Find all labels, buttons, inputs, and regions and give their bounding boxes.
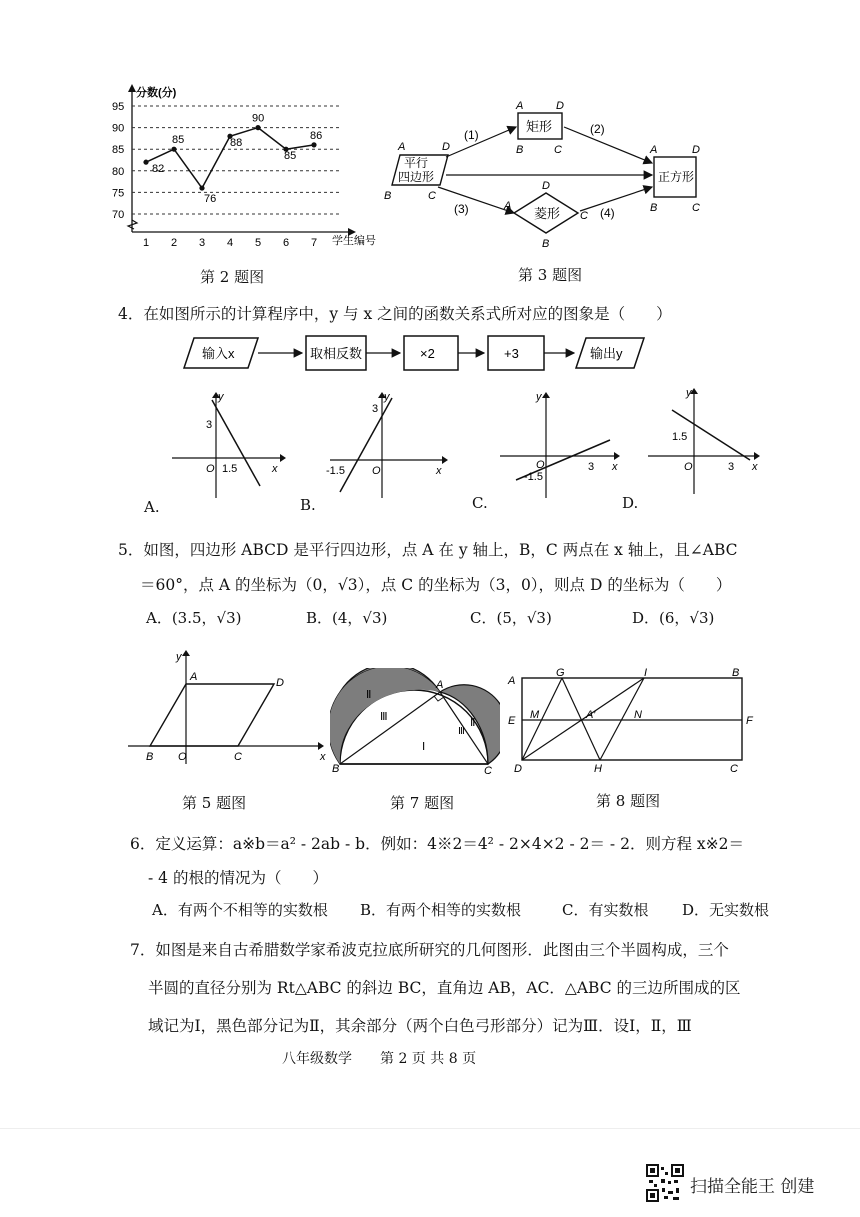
svg-text:D: D: [276, 677, 284, 689]
scan-edge: [0, 1128, 860, 1129]
parallelogram-label-1: 平行: [404, 156, 429, 170]
rect-B: B: [516, 144, 524, 156]
q4-option-c: C.: [472, 494, 488, 512]
q7-line2: 半圆的直径分别为 Rt△ABC 的斜边 BC，直角边 AB，AC．△ABC 的三边所围成的区: [148, 979, 741, 997]
svg-text:x: x: [436, 465, 442, 477]
svg-text:1.5: 1.5: [222, 463, 238, 475]
sq-B: B: [650, 202, 658, 214]
fig8-caption: 第 8 题图: [596, 792, 661, 810]
fig5-parallelogram: [124, 648, 329, 766]
q4-flowchart: [182, 332, 652, 376]
flow-times2-label: ×2: [420, 346, 435, 361]
svg-text:3: 3: [372, 403, 379, 415]
svg-text:E: E: [508, 715, 516, 727]
rect-C: C: [554, 144, 562, 156]
svg-text:y: y: [686, 387, 692, 399]
svg-text:y: y: [384, 391, 390, 403]
svg-text:Ⅱ: Ⅱ: [470, 717, 476, 729]
fig7-caption: 第 7 题图: [390, 794, 455, 812]
q6-option-c: C．有实数根: [562, 901, 649, 919]
svg-text:x: x: [752, 461, 758, 473]
rho-D: D: [542, 180, 550, 192]
x-tick-label: 2: [171, 237, 178, 249]
x-tick-label: 1: [143, 237, 150, 249]
data-point: [199, 185, 204, 190]
q5-option-c: C．(5，√3): [470, 609, 552, 627]
rho-C: C: [580, 210, 588, 222]
svg-text:O: O: [684, 461, 693, 473]
svg-text:x: x: [272, 463, 278, 475]
svg-text:y: y: [536, 391, 542, 403]
x-tick-label: 6: [283, 237, 290, 249]
svg-text:Ⅲ: Ⅲ: [380, 711, 388, 723]
parallelogram-label-2: 四边形: [398, 170, 435, 184]
svg-text:A′: A′: [586, 709, 596, 721]
sq-A: A: [650, 144, 658, 156]
svg-text:C: C: [730, 763, 738, 775]
svg-text:C: C: [234, 751, 242, 763]
svg-text:G: G: [556, 667, 565, 679]
rho-B: B: [542, 238, 550, 250]
y-tick-label: 85: [112, 144, 125, 157]
fig3-caption: 第 3 题图: [518, 266, 583, 284]
x-tick-label: 5: [255, 237, 262, 249]
flow-input-label: 输入x: [202, 346, 235, 361]
svg-text:H: H: [594, 763, 602, 775]
svg-text:y: y: [218, 391, 224, 403]
q4-option-d: D.: [622, 494, 639, 512]
q6-option-b: B．有两个相等的实数根: [360, 901, 522, 919]
arrow-label-3: (3): [454, 202, 469, 216]
data-label: 76: [204, 193, 217, 206]
svg-text:Ⅱ: Ⅱ: [366, 689, 372, 701]
q7-line1: 7．如图是来自古希腊数学家希波克拉底所研究的几何图形．此图由三个半圆构成，三个: [130, 941, 729, 959]
q6-line1: 6．定义运算：a※b＝a² - 2ab - b．例如：4※2＝4² - 2×4×2 - 2＝ - 2．则方程 x※2＝: [130, 835, 744, 853]
scanner-watermark: 扫描全能王 创建: [690, 1177, 815, 1197]
svg-text:F: F: [746, 715, 753, 727]
data-label: 85: [284, 150, 297, 163]
q4-text: 4．在如图所示的计算程序中，y 与 x 之间的函数关系式所对应的图象是（ ）: [118, 305, 672, 323]
square-label: 正方形: [658, 170, 695, 184]
flow-negate-label: 取相反数: [310, 346, 363, 361]
q5-option-b: B．(4，√3): [306, 609, 388, 627]
y-tick-label: 95: [112, 101, 125, 113]
data-label: 85: [172, 134, 185, 147]
svg-text:x: x: [320, 751, 326, 763]
y-tick-label: 70: [112, 209, 125, 221]
svg-text:3: 3: [728, 461, 735, 473]
svg-text:Ⅲ: Ⅲ: [458, 726, 465, 737]
svg-text:B: B: [332, 763, 340, 775]
svg-text:C: C: [484, 765, 492, 776]
svg-text:B: B: [146, 751, 154, 763]
svg-text:O: O: [372, 465, 381, 477]
q4-option-b: B.: [300, 496, 316, 514]
x-tick-label: 7: [311, 237, 318, 249]
svg-text:3: 3: [206, 419, 213, 431]
flow-output-label: 输出y: [590, 346, 623, 361]
svg-text:-1.5: -1.5: [326, 465, 345, 477]
svg-text:1.5: 1.5: [672, 431, 688, 443]
arrow-label-4: (4): [600, 206, 615, 220]
qr-code-icon: [646, 1164, 684, 1202]
svg-text:A: A: [508, 675, 516, 687]
svg-text:3: 3: [588, 461, 595, 473]
arrow-label-2: (2): [590, 122, 605, 136]
fig7-hippocrates-lunes: [330, 668, 500, 776]
x-tick-label: 4: [227, 237, 234, 249]
svg-text:-1.5: -1.5: [524, 471, 543, 483]
data-point: [311, 142, 316, 147]
q5-line1: 5．如图，四边形 ABCD 是平行四边形，点 A 在 y 轴上，B，C 两点在 x 轴上，且∠ABC: [118, 541, 738, 559]
q4-graph-a: [168, 390, 288, 500]
y-axis-label: 分数(分): [136, 87, 177, 99]
rect-label: 矩形: [526, 119, 553, 134]
flow-plus3-label: +3: [504, 346, 519, 361]
svg-text:A: A: [190, 671, 198, 683]
data-point: [143, 160, 148, 165]
para-C: C: [428, 190, 436, 202]
svg-text:B: B: [732, 667, 740, 679]
score-line-chart: [110, 82, 390, 252]
page-footer: 八年级数学 第 2 页 共 8 页: [282, 1051, 477, 1067]
q4-graph-b: [320, 390, 450, 500]
svg-text:x: x: [612, 461, 618, 473]
data-point: [171, 147, 176, 152]
rect-D: D: [556, 100, 564, 112]
rhombus-label: 菱形: [534, 206, 561, 221]
q4-graph-d: [646, 386, 766, 496]
data-label: 82: [152, 163, 165, 176]
q6-line2: - 4 的根的情况为（ ）: [148, 869, 328, 887]
svg-text:N: N: [634, 709, 642, 721]
svg-text:D: D: [514, 763, 522, 775]
y-tick-label: 90: [112, 122, 125, 135]
y-axis-arrow: [128, 84, 136, 92]
svg-text:O: O: [536, 459, 545, 471]
q5-option-a: A．(3.5，√3): [146, 609, 242, 627]
svg-text:I: I: [644, 667, 648, 679]
arrow-label-1: (1): [464, 128, 479, 142]
para-B: B: [384, 190, 392, 202]
q5-option-d: D．(6，√3): [632, 609, 715, 627]
x-axis-label: 学生编号: [332, 235, 376, 247]
fig5-caption: 第 5 题图: [182, 794, 247, 812]
y-tick-label: 80: [112, 165, 125, 178]
q5-line2: ＝60°，点 A 的坐标为（0，√3），点 C 的坐标为（3，0），则点 D 的坐标为（ ）: [140, 576, 732, 594]
svg-text:Ⅰ: Ⅰ: [422, 741, 426, 753]
y-tick-label: 75: [112, 187, 125, 200]
data-label: 90: [252, 112, 265, 125]
q7-line3: 域记为Ⅰ，黑色部分记为Ⅱ，其余部分（两个白色弓形部分）记为Ⅲ．设Ⅰ，Ⅱ，Ⅲ: [148, 1017, 692, 1035]
x-tick-label: 3: [199, 237, 206, 249]
svg-text:O: O: [178, 751, 187, 763]
sq-D: D: [692, 144, 700, 156]
data-label: 86: [310, 129, 323, 142]
fig2-caption: 第 2 题图: [200, 268, 265, 286]
q4-graph-c: [496, 390, 626, 500]
q4-option-a: A.: [144, 498, 160, 516]
q6-option-a: A．有两个不相等的实数根: [152, 901, 328, 919]
para-A: A: [398, 141, 406, 153]
data-point: [255, 125, 260, 130]
sq-C: C: [692, 202, 700, 214]
shape-relation-diagram: [378, 95, 708, 255]
data-label: 88: [230, 137, 243, 150]
fig8-rectangle-figure: [504, 666, 754, 776]
rho-A: A: [504, 200, 512, 212]
para-D: D: [442, 141, 450, 153]
rect-A: A: [516, 100, 524, 112]
svg-text:M: M: [530, 709, 540, 721]
q6-option-d: D．无实数根: [682, 901, 770, 919]
svg-text:O: O: [206, 463, 215, 475]
svg-text:y: y: [176, 651, 182, 663]
svg-text:A: A: [436, 679, 444, 691]
